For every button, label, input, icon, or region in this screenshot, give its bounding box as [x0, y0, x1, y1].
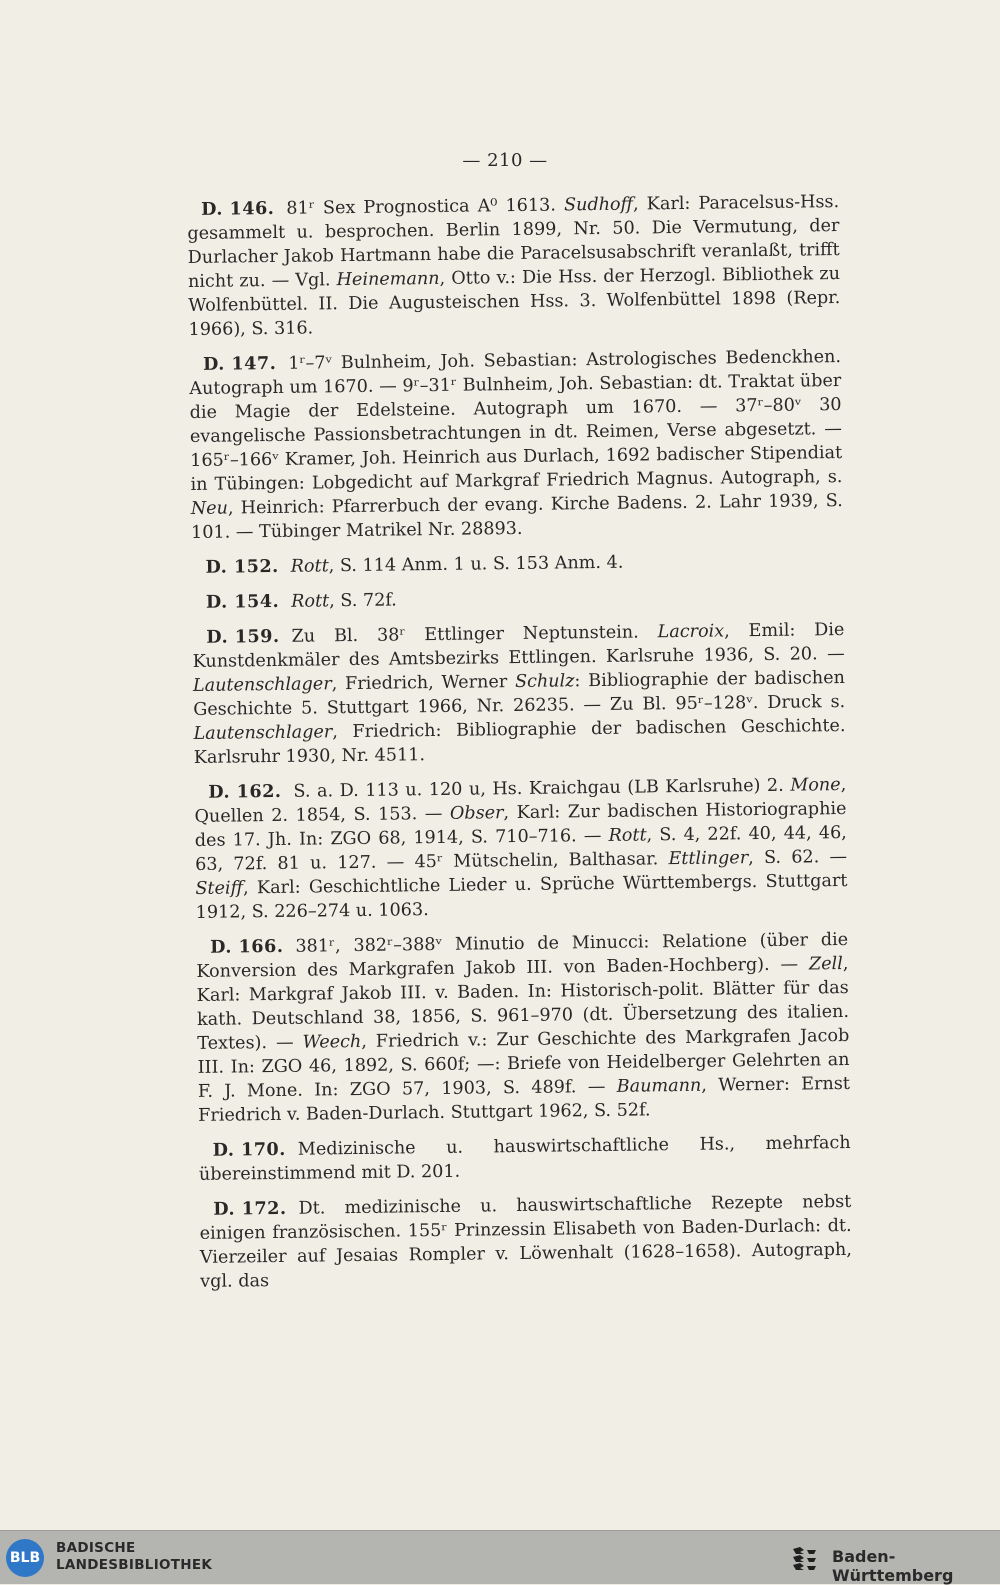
entry-reference: D. 152. [205, 555, 279, 578]
entry-reference: D. 159. [206, 625, 280, 648]
entry-text: , Karl: Zur badischen Historiographie des 17. Jh. In: ZGO 68, 1914, S. 710–716. — [194, 798, 847, 851]
library-name-line1: BADISCHE [56, 1540, 136, 1556]
entry-text: , Heinrich: Pfarrerbuch der evang. Kirche Badens. 2. Lahr 1939, S. 101. — Tübinger Matrikel Nr. 28893. [190, 491, 843, 543]
entry-reference: D. 166. [210, 935, 284, 958]
entry-author-italic: Rott [290, 556, 329, 577]
entry-author-italic: Steiff [195, 878, 244, 899]
entry-text: S. a. D. 113 u. 120 u, Hs. Kraichgau (LB Karlsruhe) 2. [293, 775, 791, 802]
entry-author-italic: Obser [449, 803, 504, 824]
entry-reference: D. 170. [212, 1138, 286, 1161]
entry-text: , S. 4, 22f. 40, 44, 46, 63, 72f. 81 u. 127. — 45ʳ Mütschelin, Balthasar. [195, 822, 847, 875]
entry-author-italic: Weech [302, 1031, 362, 1053]
catalog-entry [187, 190, 841, 342]
entry-text: , Karl: Paracelsus-Hss. gesammelt u. besprochen. Berlin 1899, Nr. 50. Die Vermutung, der Durlacher Jakob Hartmann habe die Paracelsusabschrift veranlaßt, trifft nicht zu. — Vgl. [187, 192, 840, 292]
library-name[interactable] [56, 1540, 212, 1574]
entry-author-italic: Rott [608, 825, 647, 846]
entry-author-italic: Sudhoff [563, 194, 634, 216]
entry-author-italic: Schulz [514, 671, 575, 693]
entry-text: , S. 62. — [748, 846, 848, 869]
catalog-entry [191, 548, 843, 580]
entry-text: , Friedrich, Werner [331, 672, 516, 695]
entry-text: , Karl: Geschichtliche Lieder u. Sprüche Württembergs. Stuttgart 1912, S. 226–274 u. 1063. [195, 870, 848, 923]
entry-text: Zu Bl. 38ʳ Ettlinger Neptunstein. [291, 622, 658, 647]
entry-text: 81ʳ Sex Prognostica A⁰ 1613. [286, 195, 565, 219]
catalog-entries [187, 190, 852, 1305]
entry-text: 381ʳ, 382ʳ–388ᵛ Minutio de Minucci: Relatione (über die Konversion des Markgrafen Jakob III. von Baden-Hochberg). — [196, 929, 849, 982]
entry-author-italic: Mone [790, 775, 841, 796]
catalog-entry [198, 1131, 851, 1187]
entry-author-italic: Lacroix [657, 621, 725, 643]
entry-author-italic: Lautenschlager [193, 722, 333, 744]
entry-author-italic: Ettlinger [668, 848, 749, 870]
catalog-entry [192, 583, 844, 615]
entry-text: Dt. medizinische u. hauswirtschaftliche Rezepte nebst einigen französischen. 155ʳ Prinzessin Elisabeth von Baden-Durlach: dt. Vierzeiler auf Jesaias Rompler v. Löwenhalt (1628–1658). Autograph, vgl. das [199, 1191, 853, 1292]
entry-author-italic: Rott [291, 591, 330, 612]
entry-text: , Werner: Ernst Friedrich v. Baden-Durlach. Stuttgart 1962, S. 52f. [198, 1073, 850, 1126]
entry-author-italic: Neu [190, 498, 229, 519]
entry-text: , Emil: Die Kunstdenkmäler des Amtsbezirks Ettlingen. Karlsruhe 1936, S. 20. — [192, 620, 845, 672]
entry-text: Medizinische u. hauswirtschaftliche Hs., mehrfach übereinstimmend mit D. 201. [198, 1132, 851, 1185]
entry-text: , S. 114 Anm. 1 u. S. 153 Anm. 4. [328, 552, 624, 577]
entry-reference: D. 162. [208, 780, 282, 803]
entry-reference: D. 147. [202, 352, 277, 375]
entry-author-italic: Heinemann [336, 268, 440, 291]
blb-logo[interactable]: BLB [6, 1539, 44, 1577]
entry-author-italic: Baumann [616, 1075, 702, 1097]
entry-text: , Karl: Markgraf Jakob III. v. Baden. In: Historisch-polit. Blätter für das kath. Deutschland 38, 1856, S. 961–970 (dt. Übersetzung des italien. Textes). — [196, 953, 850, 1054]
catalog-entry [199, 1190, 852, 1294]
entry-text: , S. 72f. [329, 590, 397, 612]
entry-text: : Bibliographie der badischen Geschichte 5. Stuttgart 1966, Nr. 26235. — Zu Bl. 95ʳ–128ᵛ. Druck s. [193, 667, 846, 720]
entry-author-italic: Zell [808, 954, 843, 975]
entry-text: , Quellen 2. 1854, S. 153. — [194, 774, 847, 827]
entry-text: , Friedrich v.: Zur Geschichte des Markgrafen Jacob III. In: ZGO 46, 1892, S. 660f; —: Briefe von Heidelberger Gelehrten an F. J. Mone. In: ZGO 57, 1903, S. 489f. — [197, 1025, 850, 1102]
entry-reference: D. 172. [213, 1197, 287, 1220]
catalog-entry [192, 618, 846, 770]
catalog-entry [194, 773, 848, 925]
catalog-entry [189, 345, 843, 545]
state-name[interactable]: Baden-Württemberg [832, 1547, 954, 1585]
entry-text: , Otto v.: Die Hss. der Herzogl. Bibliothek zu Wolfenbüttel. II. Die Augusteischen Hss. 3. Wolfenbüttel 1898 (Repr. 1966), S. 316. [188, 264, 841, 340]
page-number: — 210 — [462, 150, 548, 171]
entry-reference: D. 146. [201, 197, 275, 220]
entry-reference: D. 154. [205, 590, 280, 613]
entry-author-italic: Lautenschlager [192, 674, 332, 696]
library-name-line2: LANDESBIBLIOTHEK [56, 1557, 213, 1573]
entry-text: , Friedrich: Bibliographie der badischen Geschichte. Karlsruhr 1930, Nr. 4511. [193, 715, 846, 768]
footer-bar [0, 1530, 1000, 1584]
coat-of-arms-icon [790, 1544, 820, 1574]
catalog-entry [196, 928, 850, 1128]
entry-text: 1ʳ–7ᵛ Bulnheim, Joh. Sebastian: Astrologisches Bedenckhen. Autograph um 1670. — 9ʳ–31ʳ Bulnheim, Joh. Sebastian: dt. Traktat über die Magie der Edelsteine. Autograph um 1670. — 37ʳ–80ᵛ 30 evangelische Passionsbetrachtungen in dt. Reimen, Verse abgesetzt. — 165ʳ–166ᵛ Kramer, Joh. Heinrich aus Durlach, 1692 badischer Stipendiat in Tübingen: Lobgedicht auf Markgraf Friedrich Magnus. Autograph, s. [189, 347, 843, 495]
